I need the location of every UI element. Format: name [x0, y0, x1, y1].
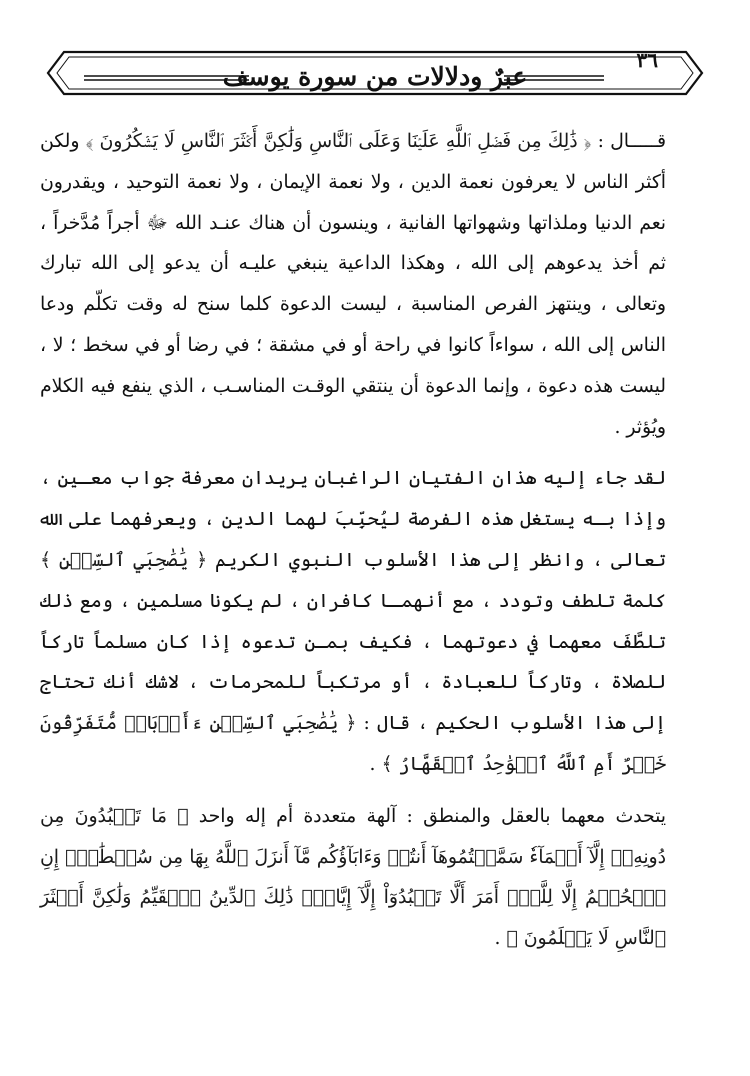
quran-verse: ﴿ ذَٰلِكَ مِن فَضۡلِ ٱللَّهِ عَلَيۡنَا وَعَلَى ٱلنَّاسِ وَلَٰكِنَّ أَكۡثَرَ ٱلنَّاسِ لَا يَشۡكُرُونَ ﴾ [85, 131, 592, 152]
quran-verse: ﴿ يَٰصَٰحِبَيِ ٱلسِّجۡنِ ﴾ [40, 549, 208, 571]
paragraph [40, 459, 710, 785]
body-text: قـــــال : [591, 131, 666, 152]
body-text: لقد جاء إليه هذان الفتيان الراغبان يريدان معرفة جواب معـين ، وإذا بـه يستغل هذه الفرصة ليُحبِّبَ لهما الدين ، ويعرفهما على الله تعالى ، وانظر إلى هذا الأسلوب النبوي الكريم [40, 468, 666, 571]
page-header [44, 46, 706, 100]
body-text: كلمة تلطف وتودد ، مع أنهمـا كافران ، لم يكونا مسلمين ، ومع ذلك تلطَّفَ معهما في دعوتهما ، فكيف بمـن تدعوه إذا كان مسلماً تاركاً للصلاة ، وتاركاً للعبادة ، أو مرتكباً للمحرمات ، لاشك أنك تحتاج إلى هذا الأسلوب الحكيم ، قال : [40, 590, 666, 735]
quran-verse: ﴿ يَٰصَٰحِبَيِ ٱلسِّجۡنِ ءَأَرۡبَابٞ مُّتَفَرِّقُونَ خَيۡرٌ أَمِ ٱللَّهُ ٱلۡوَٰحِدُ ٱلۡقَهَّارُ ﴾ [40, 713, 666, 775]
chapter-title: عبرٌ ودلالات من سورة يوسف [222, 62, 528, 91]
page-body [40, 122, 710, 960]
paragraph [40, 797, 710, 960]
body-text: . [369, 753, 382, 775]
page-number: ٣٦ [636, 48, 658, 72]
body-text: يتحدث معهما بالعقل والمنطق : آلهة متعددة أم إله واحد [188, 805, 666, 827]
body-text: . [494, 928, 507, 950]
paragraph [40, 122, 710, 448]
body-text: ولكن أكثر الناس لا يعرفون نعمة الدين ، ولا نعمة الإيمان ، ولا نعمة التوحيد ، ويقدرون نعم الدنيا وملذاتها وشهواتها الفانية ، وينسون أن هناك عنـد الله ﷻ أجراً مُدَّخراً ، ثم أخذ يدعوهم إلى الله ، وهكذا الداعية ينبغي عليـه أن يدعو إلى الله تبارك وتعالى ، وينتهز الفرص المناسبة ، ليست الدعوة كلما سنح له وقت تكلّم ودعا الناس إلى الله ، سواءاً كانوا في راحة أو في مشقة ؛ في رضا أو في سخط ؛ لا ، ليست هذه دعوة ، وإنما الدعوة أن ينتقي الوقـت المناسـب ، الذي ينفع فيه الكلام ويُؤثر . [40, 131, 666, 438]
quran-verse: ﴿ مَا تَعۡبُدُونَ مِن دُونِهِۦٓ إِلَّآ أَسۡمَآءٗ سَمَّيۡتُمُوهَآ أَنتُمۡ وَءَابَآؤُكُم مَّآ أَنزَلَ ٱللَّهُ بِهَا مِن سُلۡطَٰنٍۚ إِنِ ٱلۡحُكۡمُ إِلَّا لِلَّهِۚ أَمَرَ أَلَّا تَعۡبُدُوٓاْ إِلَّآ إِيَّاهُۚ ذَٰلِكَ ٱلدِّينُ ٱلۡقَيِّمُ وَلَٰكِنَّ أَكۡثَرَ ٱلنَّاسِ لَا يَعۡلَمُونَ ﴾ [40, 805, 666, 950]
